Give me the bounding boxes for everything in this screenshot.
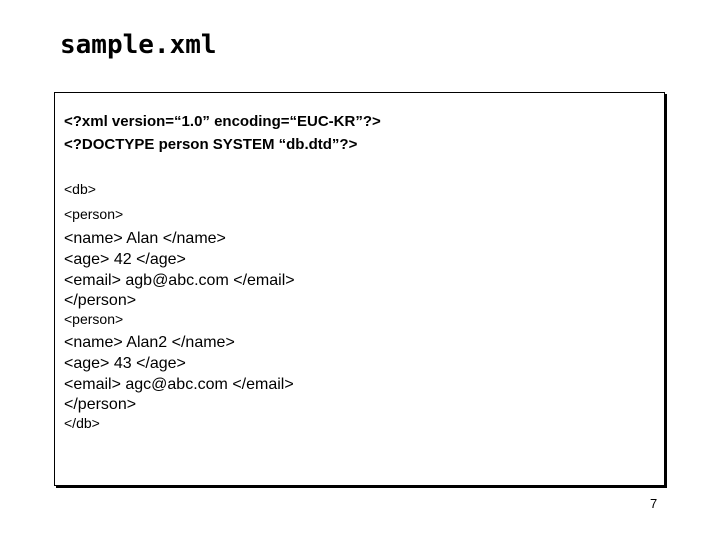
name-line: <name> Alan2 </name> [64, 334, 235, 351]
slide-title: sample.xml [60, 30, 217, 60]
doctype-line: <?DOCTYPE person SYSTEM “db.dtd”?> [64, 136, 358, 153]
db-close-line: </db> [64, 415, 100, 431]
db-open-line: <db> [64, 181, 96, 197]
person-close-line: </person> [64, 292, 137, 309]
xml-declaration-line: <?xml version=“1.0” encoding=“EUC-KR”?> [64, 113, 381, 130]
person-close-line: </person> [64, 396, 137, 413]
age-line: <age> 43 </age> [64, 355, 186, 372]
age-line: <age> 42 </age> [64, 251, 186, 268]
person-open-line: <person> [64, 206, 124, 222]
email-line: <email> agc@abc.com </email> [64, 376, 294, 393]
person-open-line: <person> [64, 311, 124, 327]
email-line: <email> agb@abc.com </email> [64, 272, 295, 289]
name-line: <name> Alan </name> [64, 230, 226, 247]
page-number: 7 [650, 496, 658, 511]
xml-code-box [54, 92, 665, 486]
